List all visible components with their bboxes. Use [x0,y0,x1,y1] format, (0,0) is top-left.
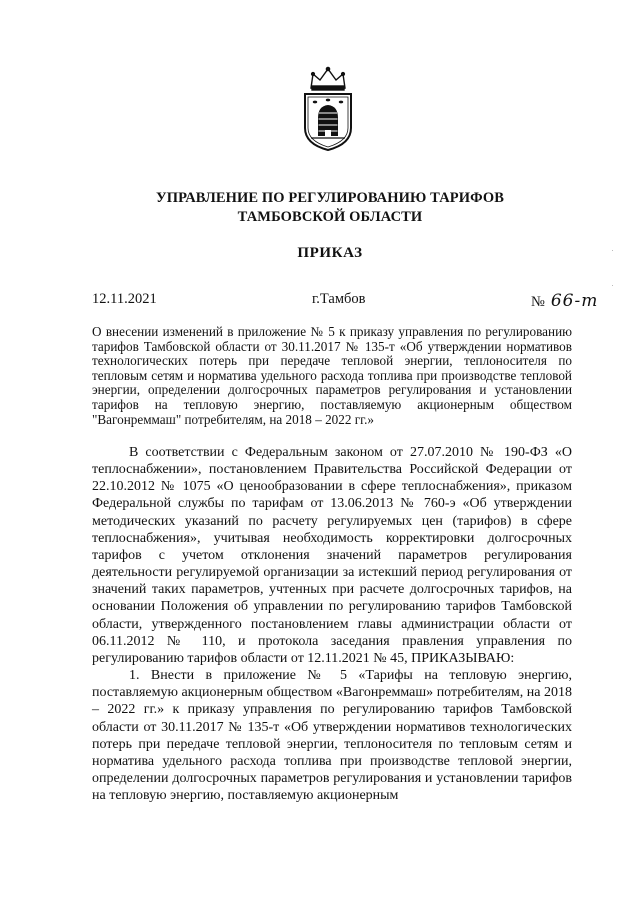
organization-line-2: ТАМБОВСКОЙ ОБЛАСТИ [237,209,423,225]
handwritten-number: 66-т [550,291,599,311]
number-sign: № [531,294,545,310]
document-type: ПРИКАЗ [297,245,363,261]
organization-title [90,189,570,227]
document-body [92,444,572,804]
preamble-paragraph: В соответствии с Федеральным законом от 27.07.2010 № 190-ФЗ «О теплоснабжении», постановлением Правительства Российской Федерации от 22.10.2012 № 1075 «О ценообразовании в сфере теплоснабжения», приказом Федеральной службы по тарифам от 13.06.2013 № 760-э «Об утверждении методических указаний по расчету регулируемых цен (тарифов) в сфере теплоснабжения», учитывая необходимость корректировки долгосрочных тарифов с учетом отклонения значений параметров регулирования деятельности регулируемой организации за истекший период регулирования от значений таких параметров, учтенных при расчете долгосрочных тарифов, на основании Положения об управлении по регулированию тарифов Тамбовской области, утвержденного постановлением главы администрации области от 06.11.2012 № 110, и протокола заседания правления управления по регулированию тарифов области от 12.11.2021 № 45, ПРИКАЗЫВАЮ: [92,445,572,666]
document-city: г.Тамбов [312,291,366,307]
order-item-1: 1. Внести в приложение № 5 «Тарифы на тепловую энергию, поставляемую акционерным обществом «Вагонреммаш» потребителям, на 2018 – 2022 гг.» к приказу управления по регулированию тарифов Тамбовской области от 30.11.2017 № 135-т «Об утверждении нормативов технологических потерь при передаче тепловой энергии, теплоносителя по тепловым сетям и норматива удельного расхода топлива при производстве тепловой энергии, определении долгосрочных параметров регулирования и установлении тарифов на тепловую энергию, поставляемую акционерным [92,668,572,804]
document-subject: О внесении изменений в приложение № 5 к приказу управления по регулированию тарифов Тамбовской области от 30.11.2017 № 135-т «Об утверждении нормативов технологических потерь при передаче тепловой энергии, теплоносителя по тепловым сетям и норматива удельного расхода топлива при производстве тепловой энергии, определении долгосрочных параметров регулирования и установлении тарифов на тепловую энергию, поставляемую акционерным обществом "Вагонреммаш" потребителям, на 2018 – 2022 гг.» [92,324,572,427]
scan-speck [612,250,613,251]
tambov-coat-of-arms-icon [299,66,357,152]
scan-speck [612,285,613,286]
document-number [531,291,598,311]
organization-line-1: УПРАВЛЕНИЕ ПО РЕГУЛИРОВАНИЮ ТАРИФОВ [155,190,505,206]
document-date: 12.11.2021 [92,291,157,307]
